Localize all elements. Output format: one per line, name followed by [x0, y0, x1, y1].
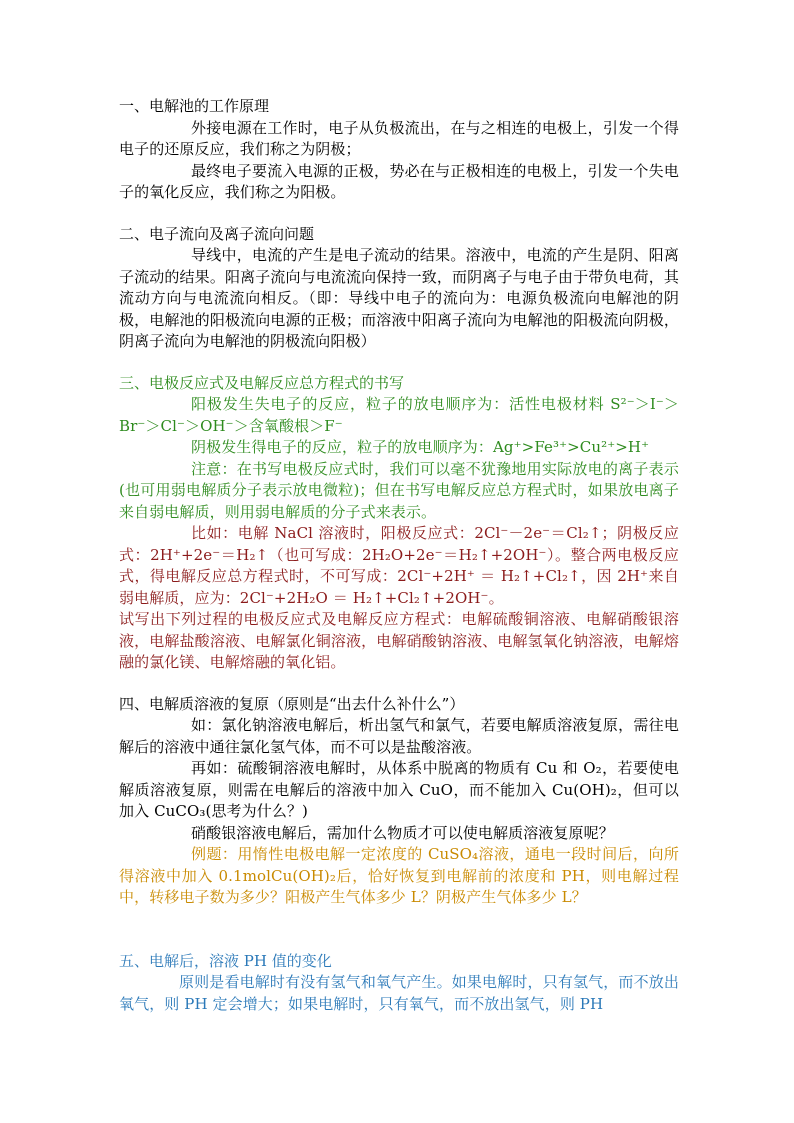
- section-3-anode-order: 阳极发生失电子的反应，粒子的放电顺序为：活性电极材料 S²⁻＞I⁻＞Br⁻＞Cl⁻＞OH⁻＞含氧酸根＞F⁻: [119, 395, 679, 435]
- section-3-cathode-order: 阴极发生得电子的反应，粒子的放电顺序为：Ag⁺>Fe³⁺>Cu²⁺>H⁺: [191, 438, 650, 456]
- section-4-paragraph-3: 硝酸银溶液电解后，需加什么物质才可以使电解质溶液复原呢？: [191, 823, 614, 842]
- section-3-exercise: 试写出下列过程的电极反应式及电解反应方程式：电解硫酸铜溶液、电解硝酸银溶液，电解盐酸溶液、电解氯化铜溶液，电解硝酸钠溶液、电解氢氧化钠溶液，电解熔融的氯化镁、电解熔融的氧化铝。: [119, 610, 679, 671]
- section-5: [119, 951, 679, 1016]
- section-2: [119, 224, 679, 353]
- section-4: [119, 694, 679, 909]
- document-page: [119, 96, 679, 1015]
- section-4-paragraph-2: 再如：硫酸铜溶液电解时，从体系中脱离的物质有 Cu 和 O₂，若要使电解质溶液复原，则需在电解后的溶液中加入 CuO，而不能加入 Cu(OH)₂，但可以加入 CuCO₃(思考为什么？): [119, 759, 679, 820]
- section-1-paragraph-2: 最终电子要流入电源的正极，势必在与正极相连的电极上，引发一个失电子的氧化反应，我们称之为阳极。: [119, 161, 679, 201]
- section-2-paragraph-1: 导线中，电流的产生是电子流动的结果。溶液中，电流的产生是阴、阳离子流动的结果。阳离子流向与电流流向保持一致，而阴离子与电子由于带负电荷，其流动方向与电流流向相反。（即：导线中电子的流向为：电源负极流向电解池的阴极，电解池的阳极流向电源的正极；而溶液中阳离子流向为电解池的阳极流向阴极，阴离子流向为电解池的阴极流向阳极）: [119, 246, 679, 350]
- section-3: [119, 373, 679, 674]
- section-5-paragraph-1: 原则是看电解时有没有氢气和氧气产生。如果电解时，只有氢气，而不放出氧气，则 PH 定会增大；如果电解时，只有氧气，而不放出氢气，则 PH: [119, 973, 679, 1013]
- section-1-paragraph-1: 外接电源在工作时，电子从负极流出，在与之相连的电极上，引发一个得电子的还原反应，我们称之为阴极；: [119, 118, 679, 158]
- section-4-example-problem: 例题：用惰性电极电解一定浓度的 CuSO₄溶液，通电一段时间后，向所得溶液中加入 0.1molCu(OH)₂后，恰好恢复到电解前的浓度和 PH，则电解过程中，转移电子数为多少？阳极产生气体多少 L？阴极产生气体多少 L？: [119, 845, 679, 906]
- section-2-title: 二、电子流向及离子流向问题: [119, 224, 315, 243]
- section-4-title: 四、电解质溶液的复原（原则是“出去什么补什么”）: [119, 694, 465, 713]
- section-5-title: 五、电解后，溶液 PH 值的变化: [119, 951, 332, 970]
- section-3-note: 注意：在书写电极反应式时，我们可以毫不犹豫地用实际放电的离子表示(也可用弱电解质分子表示放电微粒)；但在书写电解反应总方程式时，如果放电离子来自弱电解质，则用弱电解质的分子式来表示。: [119, 459, 679, 521]
- section-1: [119, 96, 679, 204]
- section-3-title: 三、电极反应式及电解反应总方程式的书写: [119, 373, 405, 392]
- section-4-paragraph-1: 如：氯化钠溶液电解后，析出氢气和氯气，若要电解质溶液复原，需往电解后的溶液中通往氯化氢气体，而不可以是盐酸溶液。: [119, 716, 679, 756]
- section-1-title: 一、电解池的工作原理: [119, 97, 270, 115]
- section-3-example: 比如：电解 NaCl 溶液时，阳极反应式：2Cl⁻－2e⁻＝Cl₂↑；阴极反应式：2H⁺+2e⁻＝H₂↑（也可写成：2H₂O+2e⁻＝H₂↑+2OH⁻）。整合两电极反应式，得电解反应总方程式时，不可写成：2Cl⁻+2H⁺ ＝ H₂↑+Cl₂↑，因 2H⁺来自弱电解质，应为：2Cl⁻+2H₂O ＝ H₂↑+Cl₂↑+2OH⁻。: [119, 524, 679, 607]
